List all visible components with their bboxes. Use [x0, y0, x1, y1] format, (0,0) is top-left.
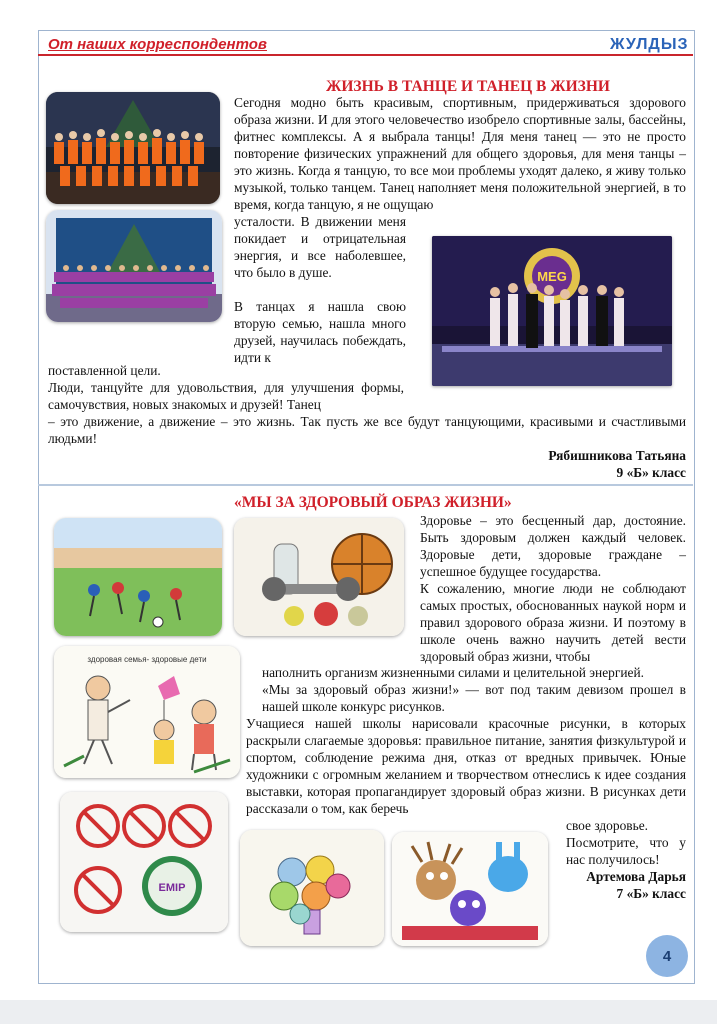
viewer-bottom-bar: [0, 1000, 717, 1024]
article1-paragraph-1-cont: усталости. В движении меня покидает и отрицательная энергия, и все наболевшее, что было в душе.: [234, 214, 406, 280]
article2-paragraph-2-cont: наполнить организм жизненными силами и целительной энергией.: [262, 665, 644, 680]
festival-photo: [432, 236, 672, 386]
drawing-no-bad-habits: [60, 792, 228, 932]
article2-paragraph-2: К сожалению, многие люди не соблюдают самых простых, обоснованных наукой норм и правил здорового образа жизни. И поэтому в школе очень важно научить детей вести здоровый образ жизни, чтобы: [420, 581, 686, 664]
article2-paragraph-1: Здоровье – это бесценный дар, достояние. Быть здоровым должен каждый человек. Здоровые дети, здоровые граждане – успешное будущее государства.: [420, 513, 686, 579]
article1-paragraph-2: В танцах я нашла свою вторую семью, нашла много друзей, научилась побеждать, идти к: [234, 299, 406, 365]
drawing-sport-food: [234, 518, 404, 636]
article2-paragraph-5: Посмотрите, что у нас получилось!: [566, 835, 686, 867]
newspaper-brand: ЖУЛДЫЗ: [610, 36, 689, 53]
article1-paragraph-3: Люди, танцуйте для удовольствия, для улучшения формы, самочувствия, новых знакомых и друзей! Танец: [48, 380, 404, 412]
article1-author: Рябишникова Татьяна: [548, 448, 686, 463]
article2-paragraph-3: «Мы за здоровый образ жизни!» — вот под таким девизом прошел в нашей школе конкурс рисунков.: [262, 682, 686, 714]
section-divider: [38, 484, 693, 486]
article1-paragraph-3-cont: – это движение, а движение – это жизнь. Так пусть же все будут танцующими, красивыми и счастливыми людьми!: [48, 414, 686, 446]
dance-photo-2: [46, 210, 222, 322]
header-divider: [38, 54, 693, 56]
article1-title: ЖИЗНЬ В ТАНЦЕ И ТАНЕЦ В ЖИЗНИ: [326, 78, 610, 95]
drawing-sign: EMIР: [158, 882, 186, 894]
drawing-smiling-fruits: [240, 830, 384, 946]
article2-author: Артемова Дарья: [586, 869, 686, 884]
article1-paragraph-1: Сегодня модно быть красивым, спортивным, придерживаться здорового образа жизни. И для этого человечество изобрело спортивные залы, бассейны, фитнес комплексы. А я выбрала танцы! Для меня танец — это не просто повторение физических упражнений для общего здоровья, для меня танцы – это жизнь. Когда я танцую, то все мои проблемы уходят далеко, я живу только музыкой, только танцем. Танец наполняет меня положительной энергией, в то время, когда танцую, я не ощущаю: [234, 95, 686, 212]
article2-paragraph-4: Учащиеся нашей школы нарисовали красочные рисунки, в которых раскрыли слагаемые здоровья: правильное питание, занятия физкультурой и спортом, соблюдение режима дня, отказ от вредных привычек. Юные художники с огромным желанием и творчеством отнеслись к идее создания выставки, которая пропагандирует здоровый образ жизни. В рисунках дети рассказали о том, как беречь: [246, 716, 686, 816]
drawing-football: [54, 518, 222, 636]
page-number: 4: [646, 935, 688, 977]
drawing-cartoon-characters: [392, 832, 548, 946]
article2-class: 7 «Б» класс: [616, 886, 686, 901]
article1-class: 9 «Б» класс: [616, 465, 686, 480]
dance-photo-1: [46, 92, 220, 204]
section-title: От наших корреспондентов: [48, 36, 267, 53]
article2-paragraph-4-cont: свое здоровье.: [566, 818, 648, 833]
svg-text:MEG: MEG: [537, 269, 567, 284]
drawing-healthy-family: [54, 646, 240, 778]
article2-title: «МЫ ЗА ЗДОРОВЫЙ ОБРАЗ ЖИЗНИ»: [234, 494, 512, 511]
drawing-caption: здоровая семья- здоровые дети: [87, 655, 207, 664]
article1-paragraph-2-cont: поставленной цели.: [48, 363, 161, 378]
